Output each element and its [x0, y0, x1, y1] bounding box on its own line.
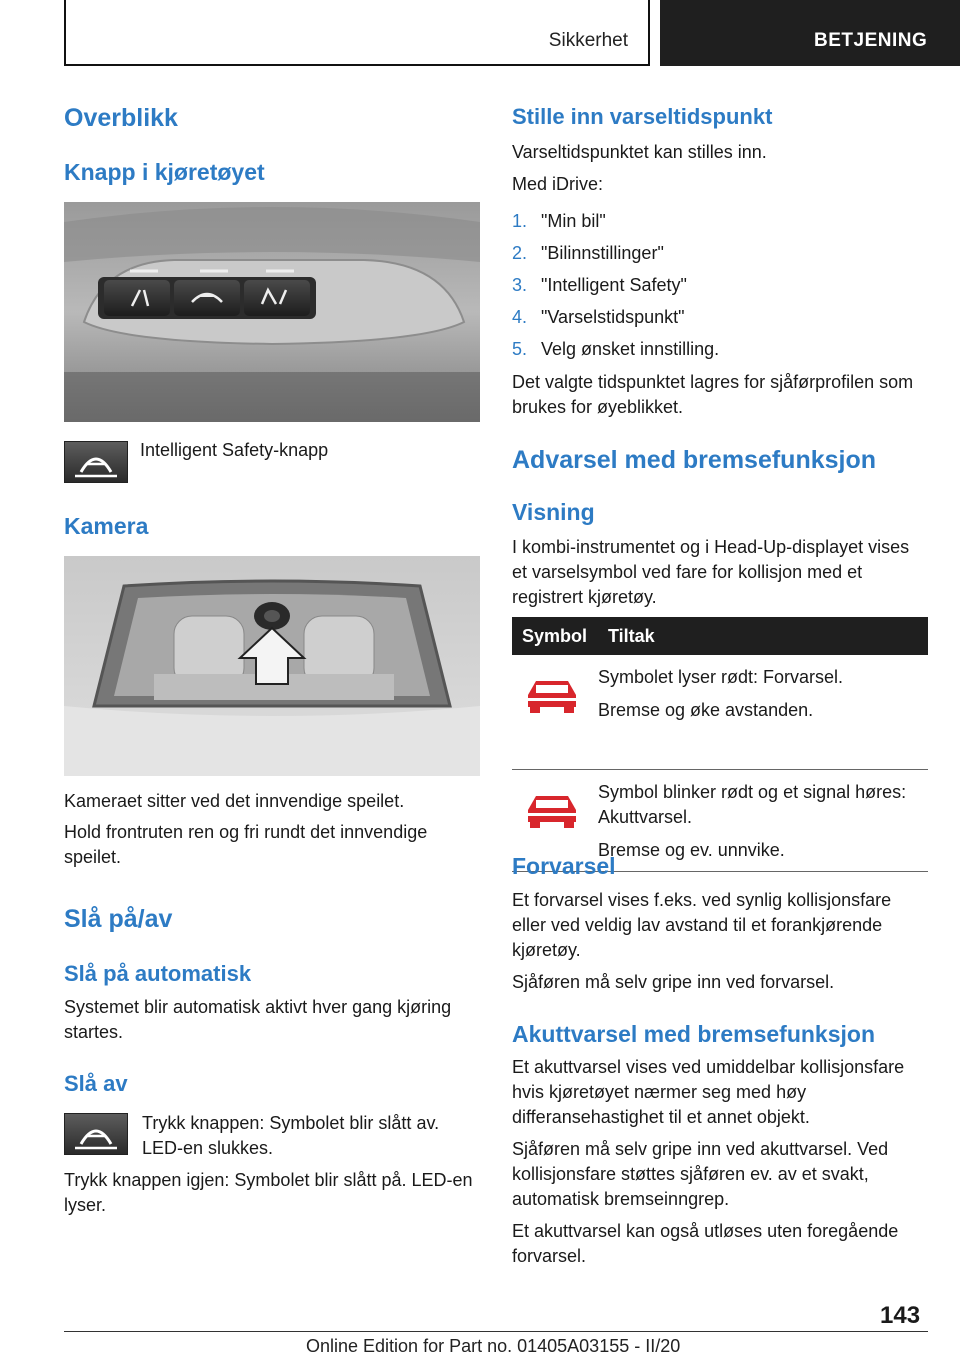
- forvarsel-paragraph-2: Sjåføren må selv gripe inn ved forvarsel.: [512, 972, 835, 992]
- step-text: "Intelligent Safety": [541, 275, 687, 295]
- step-number: 1.: [512, 211, 528, 231]
- list-item: [512, 241, 928, 273]
- list-item: [512, 305, 928, 337]
- list-item: [512, 337, 928, 369]
- tiltak-line: Bremse og ev. unnvike.: [598, 839, 785, 860]
- table-row: [512, 655, 928, 769]
- page-number: 143: [880, 1302, 921, 1329]
- camera-photo: [64, 556, 480, 776]
- list-item: [512, 209, 928, 241]
- footer-divider: [64, 1331, 928, 1332]
- edition-text: Online Edition for Part no. 01405A03155 - II/20: [306, 1336, 681, 1356]
- header-frame: [64, 0, 650, 66]
- list-item: [512, 273, 928, 305]
- step-number: 2.: [512, 243, 528, 263]
- heading-overblikk: Overblikk: [64, 104, 178, 132]
- akutt-paragraph-3: Et akuttvarsel kan også utløses uten foregående forvarsel.: [512, 1221, 899, 1266]
- red-car-icon: [522, 786, 582, 834]
- heading-sla-pa-av: Slå på/av: [64, 905, 173, 933]
- step-text: "Varselstidspunkt": [541, 307, 685, 327]
- akutt-paragraph-1: Et akuttvarsel vises ved umiddelbar kollisjonsfare hvis kjøretøyet nærmer seg med høy differansehastighet til et annet objekt.: [512, 1057, 905, 1127]
- step-number: 5.: [512, 339, 528, 359]
- intelligent-safety-button-icon: [64, 1113, 128, 1155]
- stille-paragraph-2: Med iDrive:: [512, 174, 604, 194]
- step-number: 4.: [512, 307, 528, 327]
- column-header-symbol: Symbol: [512, 617, 598, 655]
- sla-pa-paragraph: Systemet blir automatisk aktivt hver gang kjøring startes.: [64, 997, 452, 1042]
- knapp-caption: Intelligent Safety-knapp: [140, 440, 329, 460]
- step-text: "Bilinnstillinger": [541, 243, 664, 263]
- sla-av-paragraph: Trykk knappen igjen: Symbolet blir slått på. LED-en lyser.: [64, 1170, 473, 1215]
- kamera-paragraph-1: Kameraet sitter ved det innvendige speilet.: [64, 791, 405, 811]
- akutt-paragraph-2: Sjåføren må selv gripe inn ved akuttvarsel. Ved kollisjonsfare støttes sjåføren ev. av et svakt, automatisk bremseinngrep.: [512, 1139, 889, 1209]
- step-number: 3.: [512, 275, 528, 295]
- button-panel-photo: [64, 202, 480, 422]
- heading-akuttvarsel: Akuttvarsel med bremsefunksjon: [512, 1021, 876, 1047]
- idrive-steps-list: [512, 209, 928, 369]
- visning-paragraph: I kombi-instrumentet og i Head-Up-displayet vises et varselsymbol ved fare for kollisjon med et registrert kjøretøy.: [512, 537, 910, 607]
- heading-forvarsel: Forvarsel: [512, 853, 616, 879]
- heading-knapp: Knapp i kjøretøyet: [64, 159, 265, 185]
- column-header-tiltak: Tiltak: [598, 617, 928, 655]
- step-text: "Min bil": [541, 211, 606, 231]
- forvarsel-paragraph-1: Et forvarsel vises f.eks. ved synlig kollisjonsfare eller ved veldig lav avstand til et forankjørende kjøretøy.: [512, 890, 892, 960]
- heading-advarsel: Advarsel med bremsefunksjon: [512, 446, 877, 474]
- kamera-paragraph-2: Hold frontruten ren og fri rundt det innvendige speilet.: [64, 822, 428, 867]
- tiltak-line: Bremse og øke avstanden.: [598, 700, 814, 720]
- stille-paragraph-1: Varseltidspunktet kan stilles inn.: [512, 142, 767, 162]
- heading-kamera: Kamera: [64, 513, 149, 539]
- header-section: Sikkerhet: [548, 30, 628, 51]
- heading-stille-inn: Stille inn varseltidspunkt: [512, 104, 773, 129]
- intelligent-safety-button-icon: [64, 441, 128, 483]
- tiltak-cell: [598, 769, 928, 871]
- heading-visning: Visning: [512, 499, 595, 525]
- symbol-table: [512, 617, 928, 872]
- header-chapter: BETJENING: [814, 30, 928, 51]
- tiltak-cell: [598, 655, 928, 769]
- stille-paragraph-3: Det valgte tidspunktet lagres for sjåførprofilen som brukes for øyeblikket.: [512, 372, 914, 417]
- heading-sla-pa-automatisk: Slå på automatisk: [64, 961, 252, 986]
- header-chapter-tab: [660, 0, 960, 66]
- tiltak-line: Symbol blinker rødt og et signal høres: Akuttvarsel.: [598, 781, 907, 827]
- sla-av-icon-text: Trykk knappen: Symbolet blir slått av. LED-en slukkes.: [142, 1113, 440, 1158]
- red-car-icon: [522, 671, 582, 719]
- heading-sla-av: Slå av: [64, 1071, 128, 1096]
- symbol-cell: [512, 655, 598, 769]
- tiltak-line: Symbolet lyser rødt: Forvarsel.: [598, 667, 844, 687]
- step-text: Velg ønsket innstilling.: [541, 339, 720, 359]
